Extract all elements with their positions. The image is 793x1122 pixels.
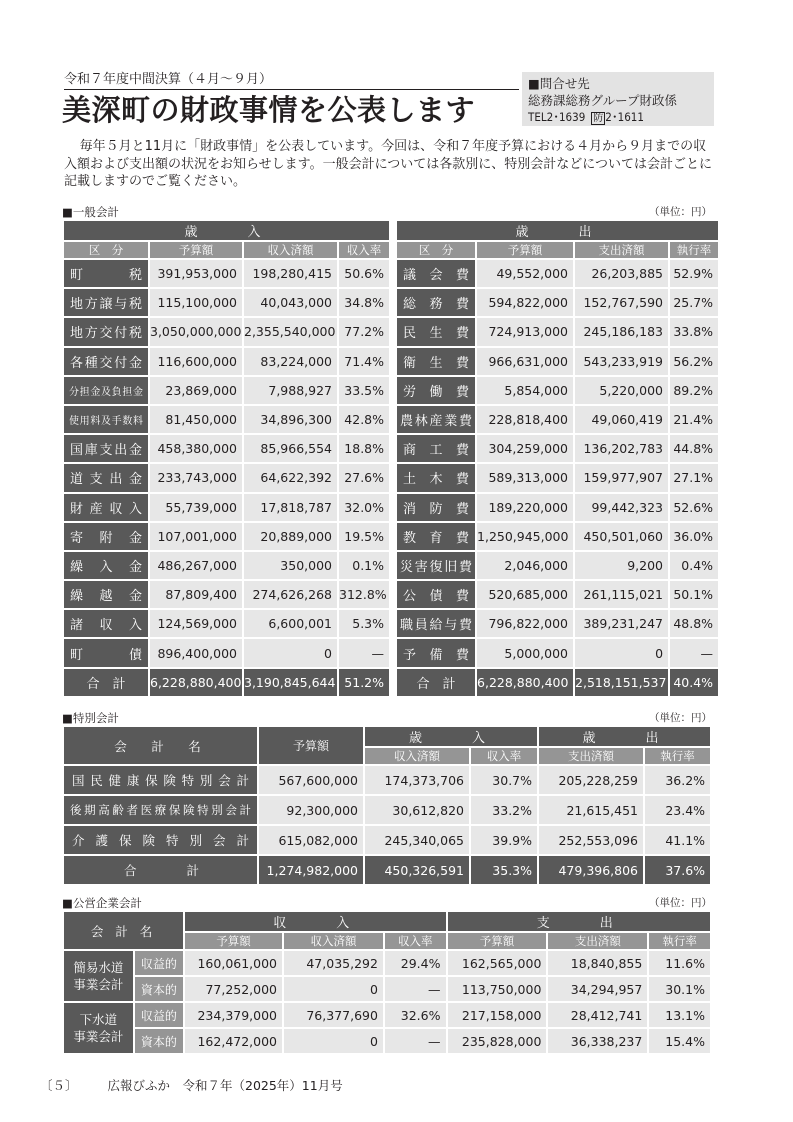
revenue-category: 町債 <box>64 639 148 666</box>
expense-rate: 25.7% <box>670 289 718 316</box>
general-row <box>64 318 718 345</box>
revenue-category: 道支出金 <box>64 464 148 491</box>
revenue-rate: 77.2% <box>339 318 389 345</box>
revenue-received: 198,280,415 <box>244 260 337 287</box>
expense-rate: 0.4% <box>670 552 718 579</box>
revenue-budget: 458,380,000 <box>150 435 242 462</box>
special-received: 450,326,591 <box>365 856 469 884</box>
expense-category: 職員給与費 <box>397 610 475 637</box>
revenue-received: 350,000 <box>244 552 337 579</box>
contact-box <box>522 72 714 126</box>
rev-col-rate: 収入率 <box>339 242 389 258</box>
expense-rate: 56.2% <box>670 348 718 375</box>
expense-category: 総務費 <box>397 289 475 316</box>
public-account-name <box>64 951 133 1001</box>
public-exp-budget: 217,158,000 <box>448 1003 547 1027</box>
rev-col-received: 収入済額 <box>244 242 337 258</box>
general-row <box>64 552 718 579</box>
public-rev-rate: 29.4% <box>385 951 446 975</box>
revenue-category: 使用料及手数料 <box>64 406 148 433</box>
expense-budget: 1,250,945,000 <box>477 523 573 550</box>
revenue-header: 歳 入 <box>64 221 389 240</box>
public-account-type: 収益的 <box>135 951 183 975</box>
public-rev-budget: 234,379,000 <box>185 1003 282 1027</box>
revenue-rate: 34.8% <box>339 289 389 316</box>
revenue-rate: 0.1% <box>339 552 389 579</box>
expense-budget: 520,685,000 <box>477 581 573 608</box>
expense-spent: 450,501,060 <box>575 523 668 550</box>
special-col-name: 会 計 名 <box>64 727 257 764</box>
revenue-received: 83,224,000 <box>244 348 337 375</box>
exp-col-rate: 執行率 <box>670 242 718 258</box>
special-spent: 479,396,806 <box>539 856 643 884</box>
special-received: 30,612,820 <box>365 796 469 824</box>
public-rev-rate: 32.6% <box>385 1003 446 1027</box>
exp-col-category: 区 分 <box>397 242 475 258</box>
general-row <box>64 260 718 287</box>
expense-budget: 49,552,000 <box>477 260 573 287</box>
public-account-name-line1: 下水道 <box>79 1012 118 1027</box>
revenue-budget: 55,739,000 <box>150 494 242 521</box>
public-received: 47,035,292 <box>284 951 383 975</box>
exp-col-budget: 予算額 <box>477 242 573 258</box>
revenue-received: 7,988,927 <box>244 377 337 404</box>
expense-category: 農林産業費 <box>397 406 475 433</box>
revenue-rate: 42.8% <box>339 406 389 433</box>
special-rev-rate: 39.9% <box>471 826 537 854</box>
revenue-rate: 312.8% <box>339 581 389 608</box>
expense-budget: 228,818,400 <box>477 406 573 433</box>
general-row <box>64 494 718 521</box>
public-row <box>64 977 710 1001</box>
expense-budget: 189,220,000 <box>477 494 573 521</box>
public-enterprise-table <box>62 910 712 1055</box>
revenue-received: 85,966,554 <box>244 435 337 462</box>
footer <box>40 1076 343 1094</box>
public-account-type: 収益的 <box>135 1003 183 1027</box>
revenue-received: 0 <box>244 639 337 666</box>
expense-budget: 5,000,000 <box>477 639 573 666</box>
expense-rate: 52.9% <box>670 260 718 287</box>
general-unit: （単位：円） <box>649 206 712 218</box>
expense-category: 土木費 <box>397 464 475 491</box>
expense-spent: 543,233,919 <box>575 348 668 375</box>
public-account-name-line2: 事業会計 <box>73 977 124 992</box>
expense-category: 予備費 <box>397 639 475 666</box>
expense-budget: 724,913,000 <box>477 318 573 345</box>
special-rev-rate: 35.3% <box>471 856 537 884</box>
revenue-budget: 3,050,000,000 <box>150 318 242 345</box>
contact-department: 総務課総務グループ財政係 <box>528 93 678 108</box>
special-col-exp-rate: 執行率 <box>645 748 710 764</box>
revenue-rate: 19.5% <box>339 523 389 550</box>
expense-spent: 99,442,323 <box>575 494 668 521</box>
expense-rate: 21.4% <box>670 406 718 433</box>
special-col-rev-rate: 収入率 <box>471 748 537 764</box>
special-total-row <box>64 856 710 884</box>
intro-text: 毎年５月と11月に「財政事情」を公表しています。今回は、令和７年度予算における４月から９月までの収入額および支出額の状況をお知らせします。一般会計については各款別に、特別会計などについては会計ごとに記載しますのでご覧ください。 <box>64 139 713 189</box>
expense-total-rate: 40.4% <box>670 669 718 696</box>
revenue-budget: 81,450,000 <box>150 406 242 433</box>
revenue-budget: 124,569,000 <box>150 610 242 637</box>
general-account-table <box>62 219 720 698</box>
revenue-category: 分担金及負担金 <box>64 377 148 404</box>
revenue-category: 町税 <box>64 260 148 287</box>
special-exp-rate: 23.4% <box>645 796 710 824</box>
page-title: 美深町の財政事情を公表します <box>62 93 476 127</box>
revenue-rate: 27.6% <box>339 464 389 491</box>
public-exp-rate: 13.1% <box>649 1003 710 1027</box>
public-exp-budget: 235,828,000 <box>448 1029 547 1053</box>
revenue-category: 各種交付金 <box>64 348 148 375</box>
revenue-received: 40,043,000 <box>244 289 337 316</box>
expense-budget: 594,822,000 <box>477 289 573 316</box>
public-exp-budget: 162,565,000 <box>448 951 547 975</box>
general-row <box>64 610 718 637</box>
special-account-table <box>62 725 712 886</box>
subtitle: 令和７年度中間決算（４月〜９月） <box>64 72 519 90</box>
public-account-name-line1: 簡易水道 <box>73 960 124 975</box>
expense-total-label: 合 計 <box>397 669 475 696</box>
public-rev-rate: — <box>385 977 446 1001</box>
revenue-total-rate: 51.2% <box>339 669 389 696</box>
public-account-type: 資本的 <box>135 1029 183 1053</box>
special-rev-rate: 30.7% <box>471 766 537 794</box>
page-number: 〔５〕 <box>40 1078 78 1093</box>
expense-header: 歳 出 <box>397 221 718 240</box>
expense-spent: 152,767,590 <box>575 289 668 316</box>
expense-budget: 966,631,000 <box>477 348 573 375</box>
general-row <box>64 523 718 550</box>
revenue-category: 寄附金 <box>64 523 148 550</box>
revenue-received: 2,355,540,000 <box>244 318 337 345</box>
contact-phone <box>528 109 708 126</box>
special-budget: 567,600,000 <box>259 766 363 794</box>
expense-budget: 796,822,000 <box>477 610 573 637</box>
general-row <box>64 581 718 608</box>
expense-rate: 44.8% <box>670 435 718 462</box>
expense-category: 労働費 <box>397 377 475 404</box>
special-row <box>64 796 710 824</box>
public-exp-budget: 113,750,000 <box>448 977 547 1001</box>
general-row <box>64 289 718 316</box>
expense-total-budget: 6,228,880,400 <box>477 669 573 696</box>
revenue-budget: 23,869,000 <box>150 377 242 404</box>
special-spent: 21,615,451 <box>539 796 643 824</box>
special-unit: （単位：円） <box>649 712 712 724</box>
public-exp-rate: 30.1% <box>649 977 710 1001</box>
expense-spent: 5,220,000 <box>575 377 668 404</box>
special-exp-rate: 36.2% <box>645 766 710 794</box>
revenue-received: 34,896,300 <box>244 406 337 433</box>
public-spent: 34,294,957 <box>548 977 647 1001</box>
expense-rate: 36.0% <box>670 523 718 550</box>
expense-spent: 245,186,183 <box>575 318 668 345</box>
special-col-spent: 支出済額 <box>539 748 643 764</box>
expense-rate: 48.8% <box>670 610 718 637</box>
special-total-label: 合 計 <box>64 856 257 884</box>
revenue-rate: 33.5% <box>339 377 389 404</box>
revenue-received: 274,626,268 <box>244 581 337 608</box>
public-rev-budget: 162,472,000 <box>185 1029 282 1053</box>
revenue-budget: 486,267,000 <box>150 552 242 579</box>
public-rev-budget: 77,252,000 <box>185 977 282 1001</box>
revenue-rate: 32.0% <box>339 494 389 521</box>
special-exp-rate: 37.6% <box>645 856 710 884</box>
special-account-name: 国民健康保険特別会計 <box>64 766 257 794</box>
special-row <box>64 766 710 794</box>
rev-col-category: 区 分 <box>64 242 148 258</box>
expense-rate: 52.6% <box>670 494 718 521</box>
expense-spent: 9,200 <box>575 552 668 579</box>
public-account-name-line2: 事業会計 <box>73 1029 124 1044</box>
special-row <box>64 826 710 854</box>
public-exp-rate: 11.6% <box>649 951 710 975</box>
revenue-category: 諸収入 <box>64 610 148 637</box>
public-row <box>64 1029 710 1053</box>
revenue-total-budget: 6,228,880,400 <box>150 669 242 696</box>
expense-spent: 261,115,021 <box>575 581 668 608</box>
expense-rate: 27.1% <box>670 464 718 491</box>
general-row <box>64 348 718 375</box>
expense-spent: 136,202,783 <box>575 435 668 462</box>
expense-category: 公債費 <box>397 581 475 608</box>
public-received: 76,377,690 <box>284 1003 383 1027</box>
revenue-budget: 896,400,000 <box>150 639 242 666</box>
revenue-received: 6,600,001 <box>244 610 337 637</box>
special-budget: 92,300,000 <box>259 796 363 824</box>
special-col-received: 収入済額 <box>365 748 469 764</box>
publication-name: 広報びふか 令和７年（2025年）11月号 <box>107 1078 343 1093</box>
general-row <box>64 406 718 433</box>
revenue-rate: — <box>339 639 389 666</box>
rev-col-budget: 予算額 <box>150 242 242 258</box>
public-rev-budget: 160,061,000 <box>185 951 282 975</box>
expense-budget: 5,854,000 <box>477 377 573 404</box>
expense-category: 商工費 <box>397 435 475 462</box>
revenue-category: 国庫支出金 <box>64 435 148 462</box>
public-spent: 18,840,855 <box>548 951 647 975</box>
public-account-name <box>64 1003 133 1053</box>
expense-category: 民生費 <box>397 318 475 345</box>
special-spent: 205,228,259 <box>539 766 643 794</box>
expense-category: 消防費 <box>397 494 475 521</box>
special-budget: 1,274,982,000 <box>259 856 363 884</box>
expense-total-spent: 2,518,151,537 <box>575 669 668 696</box>
revenue-budget: 116,600,000 <box>150 348 242 375</box>
contact-tel: TEL2･1639 <box>528 110 586 124</box>
expense-rate: 50.1% <box>670 581 718 608</box>
revenue-budget: 107,001,000 <box>150 523 242 550</box>
contact-fax: 2･1611 <box>605 110 644 124</box>
expense-category: 衛生費 <box>397 348 475 375</box>
expense-spent: 26,203,885 <box>575 260 668 287</box>
contact-heading: ■問合せ先 <box>528 76 590 91</box>
public-col-exp-rate: 執行率 <box>649 933 710 949</box>
special-received: 174,373,706 <box>365 766 469 794</box>
expense-rate: 89.2% <box>670 377 718 404</box>
special-revenue-header: 歳 入 <box>365 727 537 746</box>
expense-budget: 2,046,000 <box>477 552 573 579</box>
revenue-total-received: 3,190,845,644 <box>244 669 337 696</box>
public-expense-header: 支 出 <box>448 912 711 931</box>
special-account-name: 介護保険特別会計 <box>64 826 257 854</box>
revenue-rate: 71.4% <box>339 348 389 375</box>
revenue-category: 地方譲与税 <box>64 289 148 316</box>
public-col-name: 会 計 名 <box>64 912 183 949</box>
expense-rate: — <box>670 639 718 666</box>
expense-spent: 159,977,907 <box>575 464 668 491</box>
public-account-type: 資本的 <box>135 977 183 1001</box>
exp-col-spent: 支出済額 <box>575 242 668 258</box>
public-unit: （単位：円） <box>649 897 712 909</box>
general-row <box>64 377 718 404</box>
revenue-total-label: 合 計 <box>64 669 148 696</box>
expense-budget: 304,259,000 <box>477 435 573 462</box>
public-spent: 28,412,741 <box>548 1003 647 1027</box>
expense-spent: 49,060,419 <box>575 406 668 433</box>
public-col-spent: 支出済額 <box>548 933 647 949</box>
public-col-rev-rate: 収入率 <box>385 933 446 949</box>
special-spent: 252,553,096 <box>539 826 643 854</box>
revenue-category: 地方交付税 <box>64 318 148 345</box>
special-col-budget: 予算額 <box>259 727 363 764</box>
revenue-category: 繰入金 <box>64 552 148 579</box>
expense-category: 災害復旧費 <box>397 552 475 579</box>
expense-rate: 33.8% <box>670 318 718 345</box>
public-col-exp-budget: 予算額 <box>448 933 547 949</box>
general-row <box>64 435 718 462</box>
revenue-rate: 18.8% <box>339 435 389 462</box>
public-received: 0 <box>284 1029 383 1053</box>
public-row <box>64 1003 710 1027</box>
revenue-received: 64,622,392 <box>244 464 337 491</box>
public-rev-rate: — <box>385 1029 446 1053</box>
expense-spent: 389,231,247 <box>575 610 668 637</box>
revenue-budget: 115,100,000 <box>150 289 242 316</box>
public-spent: 36,338,237 <box>548 1029 647 1053</box>
public-col-rev-budget: 予算額 <box>185 933 282 949</box>
expense-category: 議会費 <box>397 260 475 287</box>
public-section-label: ■公営企業会計 <box>62 896 142 910</box>
revenue-received: 17,818,787 <box>244 494 337 521</box>
special-rev-rate: 33.2% <box>471 796 537 824</box>
special-exp-rate: 41.1% <box>645 826 710 854</box>
special-budget: 615,082,000 <box>259 826 363 854</box>
revenue-budget: 87,809,400 <box>150 581 242 608</box>
public-received: 0 <box>284 977 383 1001</box>
revenue-received: 20,889,000 <box>244 523 337 550</box>
revenue-category: 繰越金 <box>64 581 148 608</box>
revenue-budget: 391,953,000 <box>150 260 242 287</box>
public-col-received: 収入済額 <box>284 933 383 949</box>
revenue-rate: 5.3% <box>339 610 389 637</box>
revenue-budget: 233,743,000 <box>150 464 242 491</box>
revenue-category: 財産収入 <box>64 494 148 521</box>
special-expense-header: 歳 出 <box>539 727 710 746</box>
general-total-row <box>64 669 718 696</box>
expense-category: 教育費 <box>397 523 475 550</box>
general-row <box>64 639 718 666</box>
fax-label: 防 <box>593 113 604 124</box>
special-account-name: 後期高齢者医療保険特別会計 <box>64 796 257 824</box>
special-received: 245,340,065 <box>365 826 469 854</box>
public-revenue-header: 収 入 <box>185 912 445 931</box>
expense-budget: 589,313,000 <box>477 464 573 491</box>
expense-spent: 0 <box>575 639 668 666</box>
special-section-label: ■特別会計 <box>62 711 119 725</box>
general-section-label: ■一般会計 <box>62 205 119 219</box>
revenue-rate: 50.6% <box>339 260 389 287</box>
public-row <box>64 951 710 975</box>
general-row <box>64 464 718 491</box>
public-exp-rate: 15.4% <box>649 1029 710 1053</box>
